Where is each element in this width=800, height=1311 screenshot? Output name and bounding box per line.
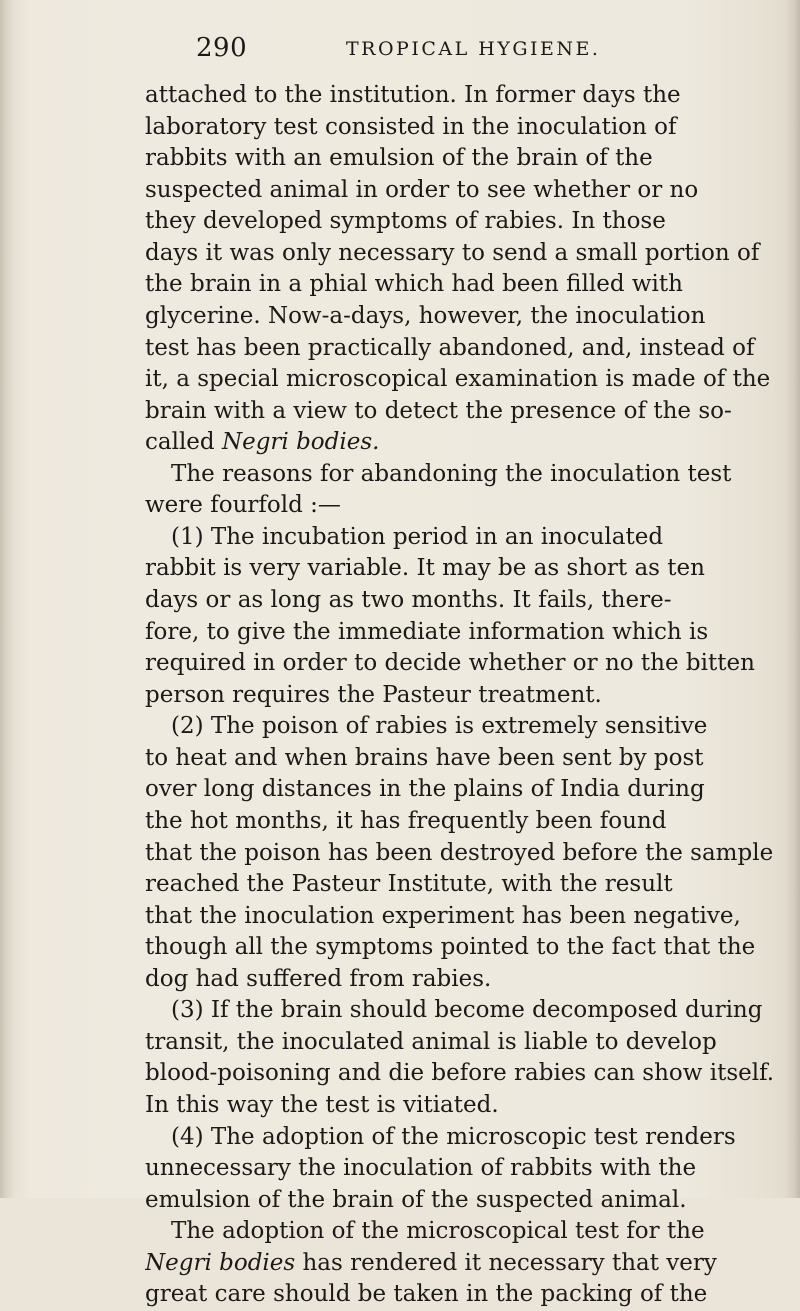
text-line: the hot months, it has frequently been found [145,807,667,834]
paragraph-first-line: (1) The incubation period in an inoculated [171,523,664,550]
page-header [196,30,616,66]
italic-term: Negri bodies [145,1249,296,1276]
text-line: blood-poisoning and die before rabies can show itself. [145,1060,775,1087]
text-line: dog had suffered from rabies. [145,965,492,992]
text-line: over long distances in the plains of India during [145,776,705,803]
text-line: though all the symptoms pointed to the fact that the [145,934,756,961]
italic-term: Negri bodies. [221,429,380,456]
text-span: has rendered it necessary that very [295,1249,717,1276]
text-line: suspected animal in order to see whether or no [145,176,699,203]
text-line: were fourfold :— [145,492,341,519]
text-line: rabbit is very variable. It may be as short as ten [145,555,705,582]
text-line: the brain in a phial which had been filled with [145,271,683,298]
text-line: In this way the test is vitiated. [145,1092,499,1118]
text-line: emulsion of the brain of the suspected animal. [145,1186,687,1213]
body-text [145,80,785,1311]
page-number: 290 [196,33,248,63]
text-line: fore, to give the immediate information which is [145,618,709,645]
paragraph-first-line: (2) The poison of rabies is extremely sensitive [171,713,708,740]
text-span: called [145,429,222,456]
text-line: to heat and when brains have been sent by post [145,744,704,771]
running-head: TROPICAL HYGIENE. [346,38,601,60]
text-line: attached to the institution. In former days the [145,82,681,108]
text-line: great care should be taken in the packing of the [145,1281,708,1308]
text-line: glycerine. Now-a-days, however, the inoculation [145,302,706,329]
text-line: unnecessary the inoculation of rabbits with the [145,1155,697,1182]
paragraph-first-line: (3) If the brain should become decomposed during [171,997,763,1024]
text-line: laboratory test consisted in the inoculation of [145,113,677,140]
text-line [145,427,785,459]
text-line: it, a special microscopical examination is made of the [145,366,771,393]
text-line: days it was only necessary to send a small portion of [145,239,760,266]
page-edge-left [0,0,14,1198]
text-line: required in order to decide whether or no the bitten [145,650,755,677]
paragraph-first-line: (4) The adoption of the microscopic test renders [171,1123,736,1150]
paragraph-first-line: The adoption of the microscopical test for the [171,1218,705,1245]
text-line: test has been practically abandoned, and, instead of [145,334,755,361]
text-line: they developed symptoms of rabies. In those [145,208,666,235]
text-line: rabbits with an emulsion of the brain of the [145,145,653,172]
page-edge-right [786,0,800,1198]
text-line: transit, the inoculated animal is liable to develop [145,1028,717,1055]
text-line: person requires the Pasteur treatment. [145,681,602,708]
text-line: reached the Pasteur Institute, with the result [145,871,673,898]
text-line: that the inoculation experiment has been negative, [145,902,741,929]
text-line: brain with a view to detect the presence of the so- [145,397,732,424]
text-line: that the poison has been destroyed before the sample [145,839,774,866]
text-line [145,1248,785,1280]
paragraph-first-line: The reasons for abandoning the inoculation test [171,460,732,487]
text-line: days or as long as two months. It fails, there- [145,587,672,613]
